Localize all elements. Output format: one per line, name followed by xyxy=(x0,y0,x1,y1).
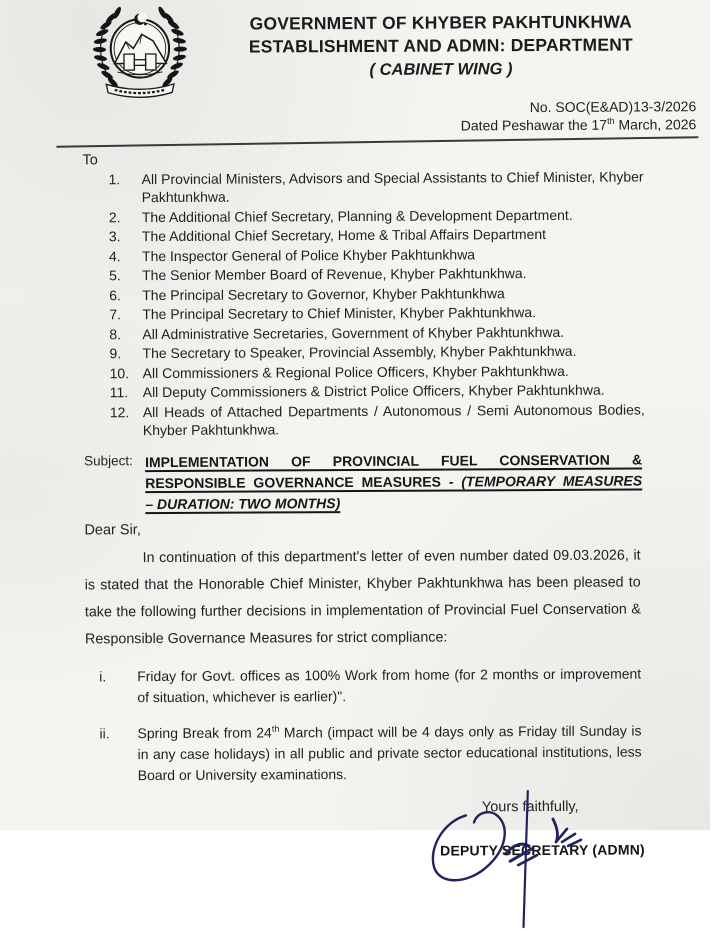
addressee-number: 3. xyxy=(108,228,121,245)
addressee-item xyxy=(110,380,645,401)
addressee-item xyxy=(109,244,644,265)
addressee-item xyxy=(110,400,645,439)
salutation: Dear Sir, xyxy=(84,521,141,538)
addressee-text: All Administrative Secretaries, Government of Khyber Pakhtunkhwa. xyxy=(142,323,565,342)
subject-label: Subject: xyxy=(84,452,133,468)
addressee-item xyxy=(109,283,644,304)
valediction: Yours faithfully, xyxy=(481,798,579,815)
addressee-text: All Commissioners & Regional Police Officers, Khyber Pakhtunkhwa. xyxy=(142,362,569,381)
addressee-number: 4. xyxy=(108,247,121,264)
org-wing: ( CABINET WING ) xyxy=(369,60,513,79)
closing-block xyxy=(2,798,712,897)
addressee-text: The Principal Secretary to Governor, Khyber Pakhtunkhwa xyxy=(142,284,505,303)
addressee-text: All Provincial Ministers, Advisors and Special Assistants to Chief Minister, Khyber Pakhtunkhwa. xyxy=(141,168,644,206)
addressee-item xyxy=(110,361,645,382)
ordinal-superscript: th xyxy=(607,115,615,126)
addressee-item xyxy=(109,224,644,245)
body-paragraph: In continuation of this department's letter of even number dated 09.03.2026, it is stated that the Honorable Chief Minister, Khyber Pakhtunkhwa has been pleased to take the following further decisions in implementation of Provincial Fuel Conservation & Responsible Governance Measures for strict compliance: xyxy=(84,547,641,647)
addressee-number: 2. xyxy=(108,208,121,225)
letterhead-titles xyxy=(206,3,676,99)
addressee-number: 9. xyxy=(109,345,122,362)
addressee-text: The Additional Chief Secretary, Planning & Development Department. xyxy=(141,206,573,225)
addressee-text: The Inspector General of Police Khyber Pakhtunkhwa xyxy=(141,245,476,264)
org-name-line2: ESTABLISHMENT AND ADMN: DEPARTMENT xyxy=(248,34,633,57)
decision-item-ii xyxy=(99,720,641,786)
to-label: To xyxy=(82,152,98,169)
addressee-text: All Deputy Commissioners & District Police Officers, Khyber Pakhtunkhwa. xyxy=(142,381,605,401)
reference-block xyxy=(0,98,708,137)
addressee-number: 1. xyxy=(108,171,121,188)
addressee-number: 8. xyxy=(109,325,122,342)
decision-item-i xyxy=(99,663,641,708)
addressee-item xyxy=(109,263,644,284)
addressee-number: 11. xyxy=(109,384,129,401)
decisions-list xyxy=(1,663,712,787)
header-rule xyxy=(56,136,698,148)
addressee-item xyxy=(109,302,644,323)
subject-line-2: RESPONSIBLE GOVERNANCE MEASURES - (TEMPORARY MEASURES xyxy=(145,471,643,491)
addressees-list xyxy=(109,167,645,438)
addressee-number: 5. xyxy=(109,267,121,284)
decision-marker: i. xyxy=(99,667,107,684)
addressee-item xyxy=(109,205,644,226)
decision-text: Friday for Govt. offices as 100% Work from home (for 2 months or improvement of situation, whichever is earlier)". xyxy=(137,665,642,705)
addressee-text: The Secretary to Speaker, Provincial Assembly, Khyber Pakhtunkhwa. xyxy=(142,342,577,362)
addressee-item xyxy=(109,167,644,206)
addressee-text: The Principal Secretary to Chief Minister, Khyber Pakhtunkhwa. xyxy=(142,304,537,323)
ordinal-superscript: th xyxy=(271,723,280,734)
reference-date: Dated Peshawar the 17th March, 2026 xyxy=(460,115,697,133)
addressee-text: The Senior Member Board of Revenue, Khyber Pakhtunkhwa. xyxy=(142,265,527,284)
reference-number: No. SOC(E&AD)13-3/2026 xyxy=(529,98,697,116)
letterhead xyxy=(0,0,708,101)
subject-text xyxy=(145,449,642,515)
addressee-item xyxy=(109,341,644,362)
org-name-line1: GOVERNMENT OF KHYBER PAKHTUNKHWA xyxy=(249,11,632,34)
addressee-number: 6. xyxy=(109,286,121,303)
signatory-title: DEPUTY SECRETARY (ADMN) xyxy=(440,840,645,859)
signature-icon xyxy=(410,788,641,929)
addressee-item xyxy=(109,322,644,343)
decision-marker: ii. xyxy=(99,724,110,741)
addressee-text: The Additional Chief Secretary, Home & Tribal Affairs Department xyxy=(141,225,547,245)
addressee-text: All Heads of Attached Departments / Autonomous / Semi Autonomous Bodies, Khyber Pakhtunkhwa. xyxy=(142,400,645,438)
subject-line-1: IMPLEMENTATION OF PROVINCIAL FUEL CONSERVATION & xyxy=(145,450,643,470)
government-emblem-icon xyxy=(80,6,200,101)
subject-line-3: – DURATION: TWO MONTHS) xyxy=(145,494,341,512)
addressee-number: 10. xyxy=(109,364,130,381)
addressee-number: 12. xyxy=(109,403,130,420)
subject-row xyxy=(84,449,710,515)
addressee-number: 7. xyxy=(109,306,122,323)
decision-text: Spring Break from 24th March (impact will be 4 days only as Friday till Sunday is in any case holidays) in all public and private sector educational institutions, less Board or University examinations. xyxy=(137,722,642,783)
